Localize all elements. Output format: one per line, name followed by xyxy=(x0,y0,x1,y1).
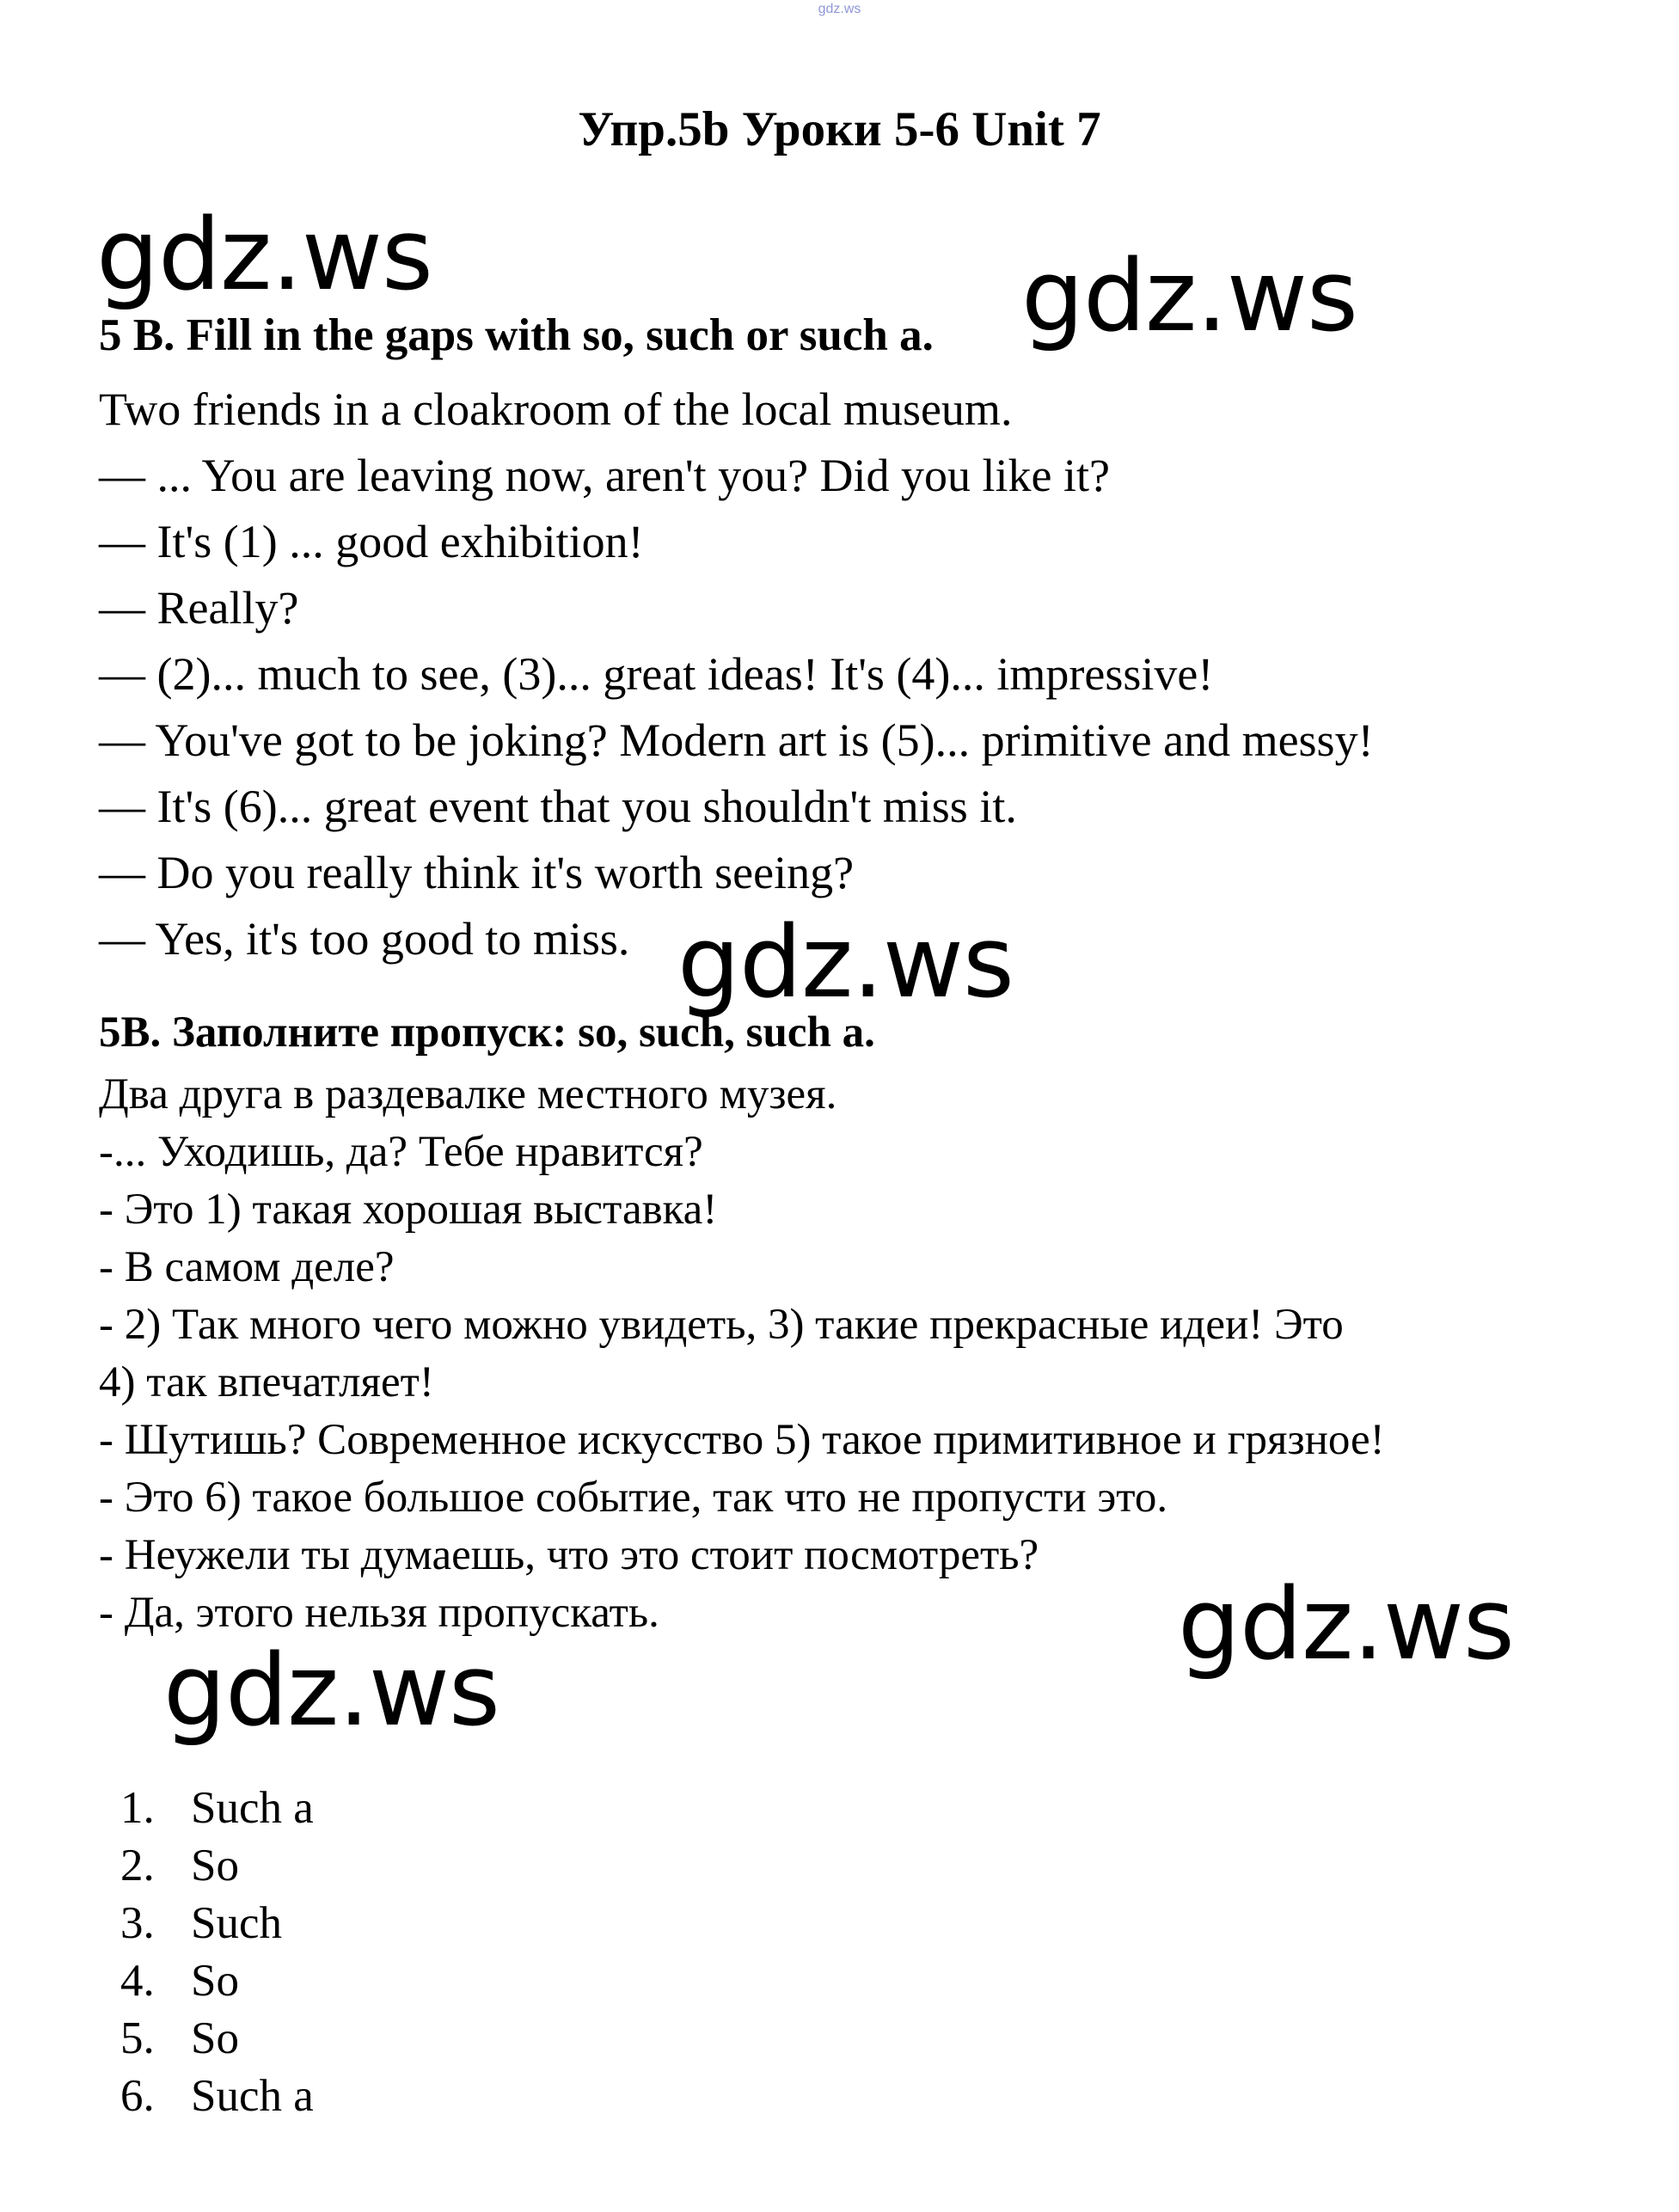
watermark: gdz.ws xyxy=(1021,239,1357,354)
dialogue-ru xyxy=(99,1066,1385,1642)
answer-number: 4. xyxy=(120,1956,155,2006)
answer-item xyxy=(120,1952,314,2010)
dialogue-line: Два друга в раздевалке местного музея. xyxy=(99,1070,837,1118)
dialogue-line: - 2) Так много чего можно увидеть, 3) такие прекрасные идеи! Это xyxy=(99,1301,1344,1349)
watermark: gdz.ws xyxy=(1178,1567,1514,1682)
dialogue-line: 4) так впечатляет! xyxy=(99,1358,434,1406)
dialogue-line: Two friends in a cloakroom of the local museum. xyxy=(99,383,1013,435)
answer-item xyxy=(120,2068,314,2125)
dialogue-line: - Шутишь? Современное искусство 5) такое примитивное и грязное! xyxy=(99,1416,1385,1464)
page-title: Упр.5b Уроки 5-6 Unit 7 xyxy=(578,102,1101,156)
answer-text: Such xyxy=(191,1898,282,1948)
answer-text: So xyxy=(191,2013,239,2063)
answer-text: So xyxy=(191,1841,239,1890)
dialogue-line: — Do you really think it's worth seeing? xyxy=(99,847,855,898)
exercise-heading-en: 5 B. Fill in the gaps with so, such or such a. xyxy=(99,310,934,360)
watermark: gdz.ws xyxy=(677,905,1014,1020)
dialogue-line: - Это 1) такая хорошая выставка! xyxy=(99,1186,718,1234)
answer-item xyxy=(120,1780,314,1837)
answer-number: 2. xyxy=(120,1841,155,1890)
site-mark: gdz.ws xyxy=(818,2,861,16)
answer-list xyxy=(120,1780,314,2125)
answer-item xyxy=(120,1837,314,1895)
answer-item xyxy=(120,2010,314,2068)
dialogue-line: - Неужели ты думаешь, что это стоит посмотреть? xyxy=(99,1531,1039,1579)
answer-item xyxy=(120,1895,314,1952)
watermark: gdz.ws xyxy=(163,1633,499,1749)
answer-text: So xyxy=(191,1956,239,2006)
answer-number: 6. xyxy=(120,2071,155,2121)
answer-number: 3. xyxy=(120,1898,155,1948)
dialogue-line: -... Уходишь, да? Тебе нравится? xyxy=(99,1128,703,1176)
dialogue-line: — (2)... much to see, (3)... great ideas! It's (4)... impressive! xyxy=(99,648,1214,700)
answer-number: 1. xyxy=(120,1783,155,1833)
answer-number: 5. xyxy=(120,2013,155,2063)
dialogue-line: - Это 6) такое большое событие, так что не пропусти это. xyxy=(99,1474,1168,1522)
dialogue-line: — Really? xyxy=(99,582,299,634)
dialogue-line: — ... You are leaving now, aren't you? Did you like it? xyxy=(99,450,1111,501)
dialogue-line: — It's (1) ... good exhibition! xyxy=(99,516,644,567)
dialogue-line: — You've got to be joking? Modern art is (5)... primitive and messy! xyxy=(99,714,1374,766)
dialogue-line: - В самом деле? xyxy=(99,1243,395,1291)
dialogue-line: — It's (6)... great event that you shouldn't miss it. xyxy=(99,781,1017,832)
watermark: gdz.ws xyxy=(96,198,432,313)
dialogue-en xyxy=(99,377,1374,972)
answer-text: Such a xyxy=(191,1783,314,1833)
dialogue-line: — Yes, it's too good to miss. xyxy=(99,913,630,965)
answer-text: Such a xyxy=(191,2071,314,2121)
dialogue-line: - Да, этого нельзя пропускать. xyxy=(99,1589,659,1637)
exercise-heading-ru: 5B. Заполните пропуск: so, such, such a. xyxy=(99,1008,875,1057)
